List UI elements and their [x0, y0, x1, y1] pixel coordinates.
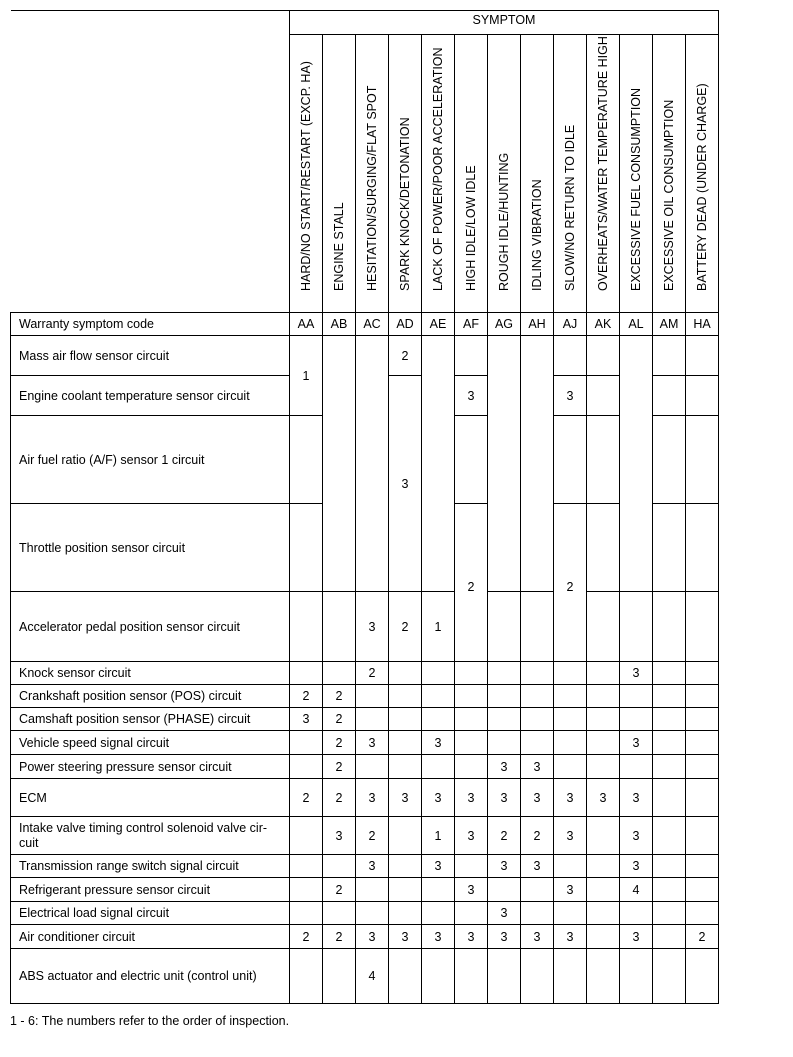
cell-el-AB: [323, 902, 356, 925]
cell-el-AH: [521, 902, 554, 925]
cell-vss-AG: [488, 731, 521, 755]
cell-tps-AJ: 2: [554, 504, 587, 662]
cell-abs-AD: [389, 949, 422, 1004]
cell-ps-AK: [587, 755, 620, 779]
symptom-table: [10, 10, 719, 1004]
cell-ref-AE: [422, 878, 455, 902]
cell-ref-AA: [290, 878, 323, 902]
cell-abs-AH: [521, 949, 554, 1004]
cell-ps-AH: 3: [521, 755, 554, 779]
cell-el-AK: [587, 902, 620, 925]
cell-ivt-AC: 2: [356, 817, 389, 855]
cell-app-AB: [323, 592, 356, 662]
cell-mass-AM: [653, 336, 686, 376]
cell-ivt-HA: [686, 817, 719, 855]
cell-el-AA: [290, 902, 323, 925]
cell-cmp-AM: [653, 708, 686, 731]
cell-vss-AH: [521, 731, 554, 755]
cell-tps-AK: [587, 504, 620, 592]
symptom-col-HA: BATTERY DEAD (UNDER CHARGE): [686, 35, 719, 313]
code-cell: AE: [422, 313, 455, 336]
cell-cmp-AD: [389, 708, 422, 731]
code-cell: HA: [686, 313, 719, 336]
cell-AB-block: [323, 336, 356, 592]
cell-ps-AL: [620, 755, 653, 779]
cell-cmp-AC: [356, 708, 389, 731]
row-label: Accelerator pedal position sensor circuit: [11, 592, 290, 662]
cell-el-AM: [653, 902, 686, 925]
cell-ac-AG: 3: [488, 925, 521, 949]
cell-trs-HA: [686, 855, 719, 878]
cell-ecm-AF: 3: [455, 779, 488, 817]
cell-tps-AA: [290, 504, 323, 592]
table-row: [11, 685, 719, 708]
cell-vss-AM: [653, 731, 686, 755]
row-label: Transmission range switch signal circuit: [11, 855, 290, 878]
cell-trs-AG: 3: [488, 855, 521, 878]
row-label: Crankshaft position sensor (POS) circuit: [11, 685, 290, 708]
cell-ref-AG: [488, 878, 521, 902]
cell-app-AH: [521, 592, 554, 662]
code-cell: AG: [488, 313, 521, 336]
table-row: [11, 336, 719, 376]
symptom-col-AA: HARD/NO START/RESTART (EXCP. HA): [290, 35, 323, 313]
cell-ecm-AC: 3: [356, 779, 389, 817]
table-row: [11, 592, 719, 662]
cell-knock-AK: [587, 662, 620, 685]
code-cell: AH: [521, 313, 554, 336]
cell-ckp-AJ: [554, 685, 587, 708]
row-label: Mass air flow sensor circuit: [11, 336, 290, 376]
cell-ckp-AE: [422, 685, 455, 708]
cell-ecm-AK: 3: [587, 779, 620, 817]
cell-ckp-AC: [356, 685, 389, 708]
cell-el-HA: [686, 902, 719, 925]
cell-cmp-AF: [455, 708, 488, 731]
cell-knock-AB: [323, 662, 356, 685]
cell-ecm-HA: [686, 779, 719, 817]
cell-ps-AE: [422, 755, 455, 779]
cell-tps-AF: 2: [455, 504, 488, 662]
cell-ecm-AD: 3: [389, 779, 422, 817]
row-label: ABS actuator and electric unit (control unit): [11, 949, 290, 1004]
table-row: [11, 779, 719, 817]
cell-abs-AL: [620, 949, 653, 1004]
cell-app-AL: [620, 592, 653, 662]
cell-knock-AL: 3: [620, 662, 653, 685]
cell-abs-AK: [587, 949, 620, 1004]
cell-el-AE: [422, 902, 455, 925]
cell-trs-AD: [389, 855, 422, 878]
cell-ac-AD: 3: [389, 925, 422, 949]
code-cell: AA: [290, 313, 323, 336]
cell-ivt-AL: 3: [620, 817, 653, 855]
row-label: Vehicle speed signal circuit: [11, 731, 290, 755]
cell-knock-AC: 2: [356, 662, 389, 685]
cell-cmp-AA: 3: [290, 708, 323, 731]
cell-trs-AH: 3: [521, 855, 554, 878]
cell-ect-AK: [587, 376, 620, 416]
cell-ps-HA: [686, 755, 719, 779]
symptom-col-AF: HIGH IDLE/LOW IDLE: [455, 35, 488, 313]
cell-ivt-AF: 3: [455, 817, 488, 855]
symptom-header: SYMPTOM: [290, 11, 719, 35]
row-label: Camshaft position sensor (PHASE) circuit: [11, 708, 290, 731]
cell-cmp-AJ: [554, 708, 587, 731]
cell-ckp-AG: [488, 685, 521, 708]
cell-cmp-AL: [620, 708, 653, 731]
cell-ecm-AL: 3: [620, 779, 653, 817]
cell-trs-AE: 3: [422, 855, 455, 878]
cell-ac-AL: 3: [620, 925, 653, 949]
cell-mass-AK: [587, 336, 620, 376]
table-row: [11, 949, 719, 1004]
cell-knock-AJ: [554, 662, 587, 685]
row-label: Knock sensor circuit: [11, 662, 290, 685]
cell-ps-AD: [389, 755, 422, 779]
cell-trs-AA: [290, 855, 323, 878]
cell-ckp-AL: [620, 685, 653, 708]
row-label: Air fuel ratio (A/F) sensor 1 circuit: [11, 416, 290, 504]
cell-ps-AF: [455, 755, 488, 779]
cell-ac-AF: 3: [455, 925, 488, 949]
cell-vss-HA: [686, 731, 719, 755]
cell-ect-HA: [686, 376, 719, 416]
cell-ref-AB: 2: [323, 878, 356, 902]
cell-cmp-AB: 2: [323, 708, 356, 731]
cell-ckp-AA: 2: [290, 685, 323, 708]
table-row: [11, 855, 719, 878]
cell-ect-AJ: 3: [554, 376, 587, 416]
cell-abs-AA: [290, 949, 323, 1004]
cell-ref-AH: [521, 878, 554, 902]
cell-vss-AD: [389, 731, 422, 755]
cell-ac-AJ: 3: [554, 925, 587, 949]
table-row: [11, 817, 719, 855]
cell-abs-HA: [686, 949, 719, 1004]
table-row: [11, 662, 719, 685]
cell-af-AF: [455, 416, 488, 504]
cell-ect-AM: [653, 376, 686, 416]
cell-tps-HA: [686, 504, 719, 592]
cell-ac-AM: [653, 925, 686, 949]
cell-ivt-AB: 3: [323, 817, 356, 855]
cell-app-AC: 3: [356, 592, 389, 662]
cell-abs-AC: 4: [356, 949, 389, 1004]
symptom-col-AD: SPARK KNOCK/DETONATION: [389, 35, 422, 313]
code-cell: AM: [653, 313, 686, 336]
cell-el-AG: 3: [488, 902, 521, 925]
cell-ecm-AB: 2: [323, 779, 356, 817]
cell-mass-AF: [455, 336, 488, 376]
cell-knock-AE: [422, 662, 455, 685]
cell-ac-AC: 3: [356, 925, 389, 949]
row-label: Throttle position sensor circuit: [11, 504, 290, 592]
cell-vss-AE: 3: [422, 731, 455, 755]
cell-knock-AA: [290, 662, 323, 685]
symptom-col-AH: IDLING VIBRATION: [521, 35, 554, 313]
cell-ivt-AD: [389, 817, 422, 855]
cell-abs-AJ: [554, 949, 587, 1004]
cell-ckp-AH: [521, 685, 554, 708]
cell-ckp-AD: [389, 685, 422, 708]
cell-trs-AJ: [554, 855, 587, 878]
cell-ect-AF: 3: [455, 376, 488, 416]
code-cell: AB: [323, 313, 356, 336]
cell-vss-AA: [290, 731, 323, 755]
row-label: Engine coolant temperature sensor circuit: [11, 376, 290, 416]
cell-abs-AF: [455, 949, 488, 1004]
cell-el-AF: [455, 902, 488, 925]
cell-el-AD: [389, 902, 422, 925]
cell-vss-AB: 2: [323, 731, 356, 755]
cell-cmp-AK: [587, 708, 620, 731]
cell-af-AK: [587, 416, 620, 504]
cell-vss-AF: [455, 731, 488, 755]
cell-AG-block: [488, 336, 521, 592]
cell-app-AG: [488, 592, 521, 662]
cell-mass-AJ: [554, 336, 587, 376]
cell-abs-AG: [488, 949, 521, 1004]
symptom-col-AG: ROUGH IDLE/HUNTING: [488, 35, 521, 313]
cell-ac-HA: 2: [686, 925, 719, 949]
cell-ecm-AH: 3: [521, 779, 554, 817]
table-row: [11, 755, 719, 779]
cell-ref-AC: [356, 878, 389, 902]
symptom-col-AM: EXCESSIVE OIL CONSUMPTION: [653, 35, 686, 313]
cell-vss-AC: 3: [356, 731, 389, 755]
cell-knock-AH: [521, 662, 554, 685]
cell-ecm-AM: [653, 779, 686, 817]
cell-ivt-AM: [653, 817, 686, 855]
cell-ivt-AK: [587, 817, 620, 855]
cell-ps-AB: 2: [323, 755, 356, 779]
cell-tps-AM: [653, 504, 686, 592]
cell-ps-AC: [356, 755, 389, 779]
cell-af-AA: [290, 416, 323, 504]
cell-ckp-AK: [587, 685, 620, 708]
cell-vss-AK: [587, 731, 620, 755]
cell-ref-HA: [686, 878, 719, 902]
footnote: 1 - 6: The numbers refer to the order of inspection.: [10, 1014, 290, 1028]
cell-abs-AM: [653, 949, 686, 1004]
cell-knock-AD: [389, 662, 422, 685]
cell-af-AD: 3: [389, 376, 422, 592]
cell-app-AM: [653, 592, 686, 662]
warranty-row: [11, 313, 719, 336]
cell-el-AJ: [554, 902, 587, 925]
cell-ps-AM: [653, 755, 686, 779]
code-cell: AD: [389, 313, 422, 336]
cell-trs-AB: [323, 855, 356, 878]
corner-cell: [11, 11, 290, 313]
cell-AC-block: [356, 336, 389, 592]
cell-cmp-AH: [521, 708, 554, 731]
cell-ivt-AG: 2: [488, 817, 521, 855]
symptom-col-AK: OVERHEATS/WATER TEMPERATURE HIGH: [587, 35, 620, 313]
code-cell: AK: [587, 313, 620, 336]
cell-ivt-AH: 2: [521, 817, 554, 855]
cell-cmp-AE: [422, 708, 455, 731]
cell-app-AD: 2: [389, 592, 422, 662]
cell-ps-AA: [290, 755, 323, 779]
cell-vss-AJ: [554, 731, 587, 755]
cell-vss-AL: 3: [620, 731, 653, 755]
cell-ivt-AJ: 3: [554, 817, 587, 855]
symptom-col-AL: EXCESSIVE FUEL CONSUMPTION: [620, 35, 653, 313]
cell-AE-block: [422, 336, 455, 592]
cell-af-AJ: [554, 416, 587, 504]
cell-ref-AF: 3: [455, 878, 488, 902]
cell-af-HA: [686, 416, 719, 504]
cell-ecm-AJ: 3: [554, 779, 587, 817]
cell-trs-AK: [587, 855, 620, 878]
cell-knock-AG: [488, 662, 521, 685]
cell-cmp-AG: [488, 708, 521, 731]
cell-abs-AE: [422, 949, 455, 1004]
cell-ckp-AB: 2: [323, 685, 356, 708]
cell-trs-AF: [455, 855, 488, 878]
cell-app-AE: 1: [422, 592, 455, 662]
symptom-col-AE: LACK OF POWER/POOR ACCELERATION: [422, 35, 455, 313]
cell-ckp-AF: [455, 685, 488, 708]
cell-app-AA: [290, 592, 323, 662]
cell-ckp-AM: [653, 685, 686, 708]
row-label: Power steering pressure sensor circuit: [11, 755, 290, 779]
cell-ref-AK: [587, 878, 620, 902]
cell-ac-AA: 2: [290, 925, 323, 949]
cell-ps-AG: 3: [488, 755, 521, 779]
cell-ref-AJ: 3: [554, 878, 587, 902]
cell-ivt-AE: 1: [422, 817, 455, 855]
cell-ref-AM: [653, 878, 686, 902]
row-label: Air conditioner circuit: [11, 925, 290, 949]
cell-ac-AH: 3: [521, 925, 554, 949]
code-cell: AL: [620, 313, 653, 336]
cell-el-AL: [620, 902, 653, 925]
cell-el-AC: [356, 902, 389, 925]
cell-ecm-AG: 3: [488, 779, 521, 817]
cell-ref-AL: 4: [620, 878, 653, 902]
cell-trs-AM: [653, 855, 686, 878]
cell-ecm-AA: 2: [290, 779, 323, 817]
cell-mass-AA: 1: [290, 336, 323, 416]
cell-app-HA: [686, 592, 719, 662]
cell-ac-AE: 3: [422, 925, 455, 949]
cell-knock-AM: [653, 662, 686, 685]
cell-trs-AC: 3: [356, 855, 389, 878]
code-cell: AJ: [554, 313, 587, 336]
table-row: [11, 878, 719, 902]
table-row: [11, 925, 719, 949]
row-label: Refrigerant pressure sensor circuit: [11, 878, 290, 902]
code-cell: AF: [455, 313, 488, 336]
row-label: Electrical load signal circuit: [11, 902, 290, 925]
cell-mass-HA: [686, 336, 719, 376]
cell-app-AK: [587, 592, 620, 662]
warranty-label: Warranty symptom code: [11, 313, 290, 336]
cell-ac-AK: [587, 925, 620, 949]
cell-ecm-AE: 3: [422, 779, 455, 817]
symptom-col-AC: HESITATION/SURGING/FLAT SPOT: [356, 35, 389, 313]
symptom-col-AB: ENGINE STALL: [323, 35, 356, 313]
cell-ac-AB: 2: [323, 925, 356, 949]
cell-mass-AD: 2: [389, 336, 422, 376]
cell-abs-AB: [323, 949, 356, 1004]
row-label: Intake valve timing control solenoid valve cir-cuit: [11, 817, 290, 855]
table-row: [11, 731, 719, 755]
code-cell: AC: [356, 313, 389, 336]
cell-knock-HA: [686, 662, 719, 685]
cell-AL-block: [620, 336, 653, 592]
cell-ivt-AA: [290, 817, 323, 855]
cell-knock-AF: [455, 662, 488, 685]
table-row: [11, 902, 719, 925]
symptom-col-AJ: SLOW/NO RETURN TO IDLE: [554, 35, 587, 313]
cell-ckp-HA: [686, 685, 719, 708]
cell-ref-AD: [389, 878, 422, 902]
cell-af-AM: [653, 416, 686, 504]
row-label: ECM: [11, 779, 290, 817]
table-row: [11, 708, 719, 731]
cell-ps-AJ: [554, 755, 587, 779]
cell-trs-AL: 3: [620, 855, 653, 878]
cell-AH-block: [521, 336, 554, 592]
cell-cmp-HA: [686, 708, 719, 731]
